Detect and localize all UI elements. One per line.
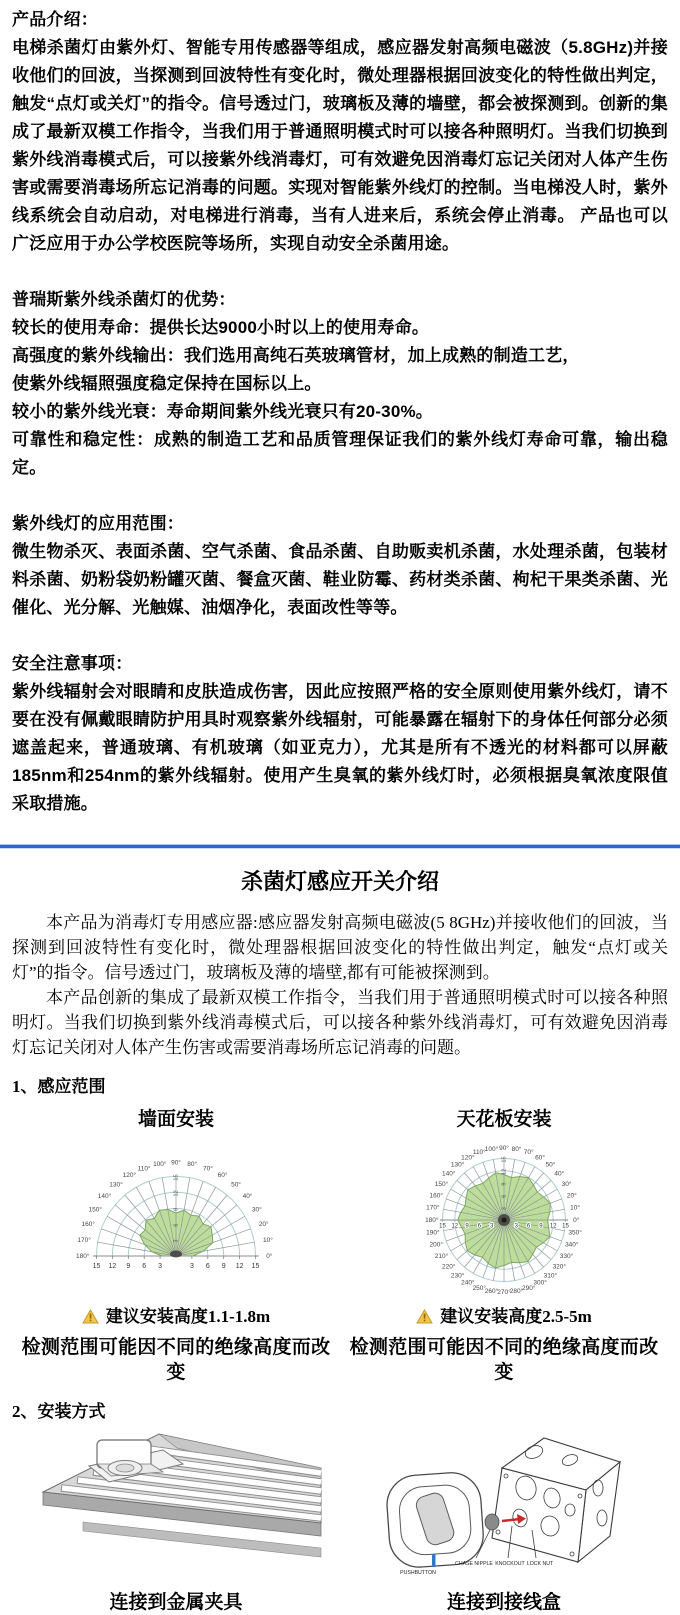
svg-text:220°: 220° — [441, 1263, 456, 1271]
svg-text:100°: 100° — [153, 1161, 167, 1169]
svg-text:3: 3 — [173, 1239, 180, 1243]
svg-text:3: 3 — [158, 1263, 163, 1270]
svg-text:130°: 130° — [450, 1161, 465, 1169]
svg-text:12: 12 — [173, 1190, 180, 1197]
svg-text:140°: 140° — [97, 1193, 112, 1200]
svg-text:15: 15 — [173, 1174, 180, 1181]
svg-text:6: 6 — [501, 1194, 508, 1198]
svg-text:340°: 340° — [565, 1241, 579, 1249]
ceiling-mount-title: 天花板安装 — [456, 1109, 552, 1130]
svg-text:120°: 120° — [461, 1154, 475, 1162]
svg-text:15: 15 — [501, 1156, 508, 1163]
sensor-paragraph: 本产品为消毒灯专用感应器:感应器发射高频电磁波(5 8GHz)并接收他们的回波，当探测到回波特性有变化时，微处理器根据回波变化的特性做出判定，触发“点灯或关灯”的指令。信号透过门，玻璃板及薄的墙壁,都有可能被探测到。 — [12, 913, 668, 982]
svg-text:10°: 10° — [262, 1236, 273, 1244]
safety-heading: 安全注意事项： — [12, 654, 133, 673]
svg-text:200°: 200° — [429, 1241, 443, 1249]
spacer — [12, 622, 668, 650]
svg-text:12: 12 — [549, 1223, 557, 1230]
svg-text:150°: 150° — [88, 1206, 102, 1214]
svg-text:190°: 190° — [426, 1229, 440, 1237]
svg-text:15: 15 — [562, 1223, 569, 1230]
svg-text:90°: 90° — [171, 1159, 181, 1167]
svg-text:9: 9 — [173, 1207, 180, 1211]
svg-text:9: 9 — [539, 1223, 543, 1230]
svg-text:280°: 280° — [509, 1288, 524, 1296]
svg-text:30°: 30° — [561, 1180, 572, 1188]
svg-text:270°: 270° — [497, 1289, 511, 1297]
svg-text:6: 6 — [142, 1263, 147, 1270]
wall-mount-chart-box — [12, 1134, 340, 1302]
svg-text:3: 3 — [501, 1207, 508, 1211]
svg-text:160°: 160° — [81, 1221, 96, 1229]
svg-text:3: 3 — [189, 1263, 194, 1270]
applications-body: 微生物杀灭、表面杀菌、空气杀菌、食品杀菌、自助贩卖机杀菌，水处理杀菌，包装材料杀菌、奶粉袋奶粉罐灭菌、餐盒灭菌、鞋业防霉、药材类杀菌、枸杞干果类杀菌、光催化、光分解、光触媒、油烟净化，表面改性等等。 — [12, 542, 668, 617]
svg-text:80°: 80° — [511, 1145, 522, 1153]
svg-text:15: 15 — [439, 1223, 446, 1230]
svg-text:100°: 100° — [484, 1145, 499, 1153]
svg-text:15: 15 — [92, 1263, 101, 1270]
junction-box-illustration — [374, 1426, 634, 1576]
safety-body: 紫外线辐射会对眼睛和皮肤造成伤害，因此应按照严格的安全原则使用紫外线灯，请不要在没有佩戴眼睛防护用具时观察紫外线辐射，可能暴露在辐射下的身体任何部分必须遮盖起来，普通玻璃、有机玻璃（如亚克力），尤其是所有不透光的材料都可以屏蔽185nm和254nm的紫外线辐射。使用产生臭氧的紫外线灯时，必须根据臭氧浓度限值采取措施。 — [12, 682, 668, 813]
svg-text:350°: 350° — [568, 1229, 582, 1237]
svg-text:170°: 170° — [426, 1204, 440, 1212]
svg-text:110°: 110° — [472, 1149, 486, 1157]
svg-text:330°: 330° — [559, 1253, 574, 1261]
light-fixture-illustration — [31, 1426, 321, 1561]
wall-note: 检测范围可能因不同的绝缘高度而改变 — [21, 1337, 331, 1383]
svg-text:70°: 70° — [523, 1149, 534, 1157]
svg-text:9: 9 — [221, 1263, 226, 1270]
sensor-section-title: 杀菌灯感应开关介绍 — [240, 869, 439, 894]
ceiling-mount-column — [340, 1101, 668, 1385]
junction-box-caption: 连接到接线盒 — [446, 1592, 561, 1613]
svg-text:120°: 120° — [122, 1172, 137, 1180]
sensing-range-diagrams — [12, 1101, 668, 1385]
svg-text:40°: 40° — [554, 1170, 565, 1178]
svg-text:250°: 250° — [472, 1284, 487, 1292]
ceiling-warning-row — [340, 1304, 668, 1329]
svg-text:140°: 140° — [441, 1170, 456, 1178]
svg-text:30°: 30° — [251, 1206, 262, 1214]
svg-text:50°: 50° — [545, 1161, 556, 1169]
svg-text:50°: 50° — [231, 1181, 241, 1189]
sensor-switch-section — [0, 869, 680, 1615]
wall-mount-column — [12, 1101, 340, 1385]
svg-text:6: 6 — [205, 1263, 210, 1270]
svg-text:320°: 320° — [552, 1263, 567, 1271]
fixture-illustration-box — [12, 1426, 340, 1576]
ceiling-note: 检测范围可能因不同的绝缘高度而改变 — [349, 1337, 659, 1383]
svg-text:210°: 210° — [434, 1253, 449, 1261]
warning-triangle-icon — [82, 1309, 99, 1324]
intro-heading: 产品介绍： — [12, 10, 98, 29]
svg-text:12: 12 — [501, 1168, 508, 1175]
metal-clamp-column — [12, 1426, 340, 1615]
svg-text:240°: 240° — [461, 1279, 475, 1287]
svg-text:310°: 310° — [543, 1272, 558, 1280]
svg-text:160°: 160° — [429, 1192, 443, 1200]
junction-illustration-box — [340, 1426, 668, 1576]
svg-text:290°: 290° — [521, 1284, 536, 1292]
svg-text:20°: 20° — [258, 1221, 269, 1229]
applications-heading: 紫外线灯的应用范围： — [12, 514, 184, 533]
svg-text:15: 15 — [251, 1263, 260, 1270]
wall-mount-title: 墙面安装 — [137, 1109, 214, 1130]
advantages-heading: 普瑞斯紫外线杀菌灯的优势： — [12, 290, 236, 309]
ceiling-warning-text: 建议安装高度2.5-5m — [440, 1307, 592, 1326]
install-heading: 2、安装方式 — [12, 1402, 106, 1421]
svg-text:20°: 20° — [566, 1192, 577, 1200]
svg-text:10°: 10° — [570, 1204, 581, 1212]
advantage-line: 使紫外线辐照强度稳定保持在国标以上。 — [12, 374, 322, 393]
ceiling-mount-chart-box — [340, 1134, 668, 1302]
svg-text:3: 3 — [490, 1223, 494, 1230]
svg-text:12: 12 — [108, 1263, 117, 1270]
chase-nipple-label: CHASE NIPPLE — [455, 1561, 493, 1567]
svg-text:9: 9 — [465, 1223, 469, 1230]
svg-text:3: 3 — [514, 1223, 518, 1230]
svg-text:180°: 180° — [75, 1253, 90, 1260]
ceiling-mount-polar-chart — [349, 1134, 659, 1302]
intro-body: 电梯杀菌灯由紫外灯、智能专用传感器等组成，感应器发射高频电磁波（5.8GHz)并接收他们的回波，当探测到回波特性有变化时，微处理器根据回波变化的特性做出判定，触发“点灯或关灯”的指令。信号透过门，玻璃板及薄的墙壁，都会被探测到。创新的集成了最新双模工作指令，当我们用于普通照明模式时可以接各种照明灯。当我们切换到紫外线消毒模式后，可以接紫外线消毒灯，可有效避免因消毒灯忘记关闭对人体产生伤害或需要消毒场所忘记消毒的问题。实现对智能紫外线灯的控制。当电梯没人时，紫外线系统会自动启动，对电梯进行消毒，当有人进来后，系统会停止消毒。 产品也可以广泛应用于办公学校医院等场所，实现自动安全杀菌用途。 — [12, 38, 668, 253]
svg-text:230°: 230° — [450, 1272, 465, 1280]
section-divider — [0, 844, 680, 849]
svg-text:12: 12 — [235, 1263, 244, 1270]
svg-text:9: 9 — [126, 1263, 131, 1270]
svg-text:12: 12 — [451, 1223, 459, 1230]
pushbutton-label: PUSHBUTTON — [400, 1570, 436, 1576]
svg-text:260°: 260° — [484, 1288, 499, 1296]
lock-nut-label: LOCK NUT — [526, 1561, 554, 1567]
svg-text:40°: 40° — [242, 1193, 253, 1200]
svg-text:110°: 110° — [137, 1165, 151, 1173]
svg-text:9: 9 — [501, 1182, 508, 1186]
svg-text:180°: 180° — [425, 1217, 439, 1224]
svg-text:60°: 60° — [217, 1172, 228, 1180]
wall-warning-text: 建议安装高度1.1-1.8m — [105, 1307, 271, 1326]
spacer — [12, 258, 668, 286]
svg-text:90°: 90° — [499, 1144, 509, 1152]
svg-text:130°: 130° — [109, 1181, 123, 1189]
svg-text:80°: 80° — [187, 1161, 198, 1169]
knockout-label: KNOCKOUT — [495, 1561, 525, 1567]
advantage-line: 较小的紫外线光衰：寿命期间紫外线光衰只有20-30%。 — [12, 402, 433, 421]
svg-text:6: 6 — [477, 1223, 482, 1230]
svg-text:6: 6 — [526, 1223, 531, 1230]
sensor-paragraph: 本产品创新的集成了最新双模工作指令，当我们用于普通照明模式时可以接各种照明灯。当我们切换到紫外线消毒模式后，可以接各种紫外线消毒灯，可有效避免因消毒灯忘记关闭对人体产生伤害或需要消毒场所忘记消毒的问题。 — [12, 988, 668, 1057]
junction-box-column — [340, 1426, 668, 1615]
advantage-line: 可靠性和稳定性：成熟的制造工艺和品质管理保证我们的紫外线灯寿命可靠，输出稳定。 — [12, 430, 668, 477]
svg-text:0°: 0° — [573, 1217, 580, 1224]
svg-text:0°: 0° — [266, 1253, 273, 1260]
range-heading: 1、感应范围 — [12, 1077, 106, 1096]
spacer — [12, 482, 668, 510]
metal-clamp-caption: 连接到金属夹具 — [109, 1592, 243, 1613]
svg-text:300°: 300° — [533, 1279, 547, 1287]
warning-triangle-icon — [416, 1309, 433, 1324]
wall-warning-row — [12, 1304, 340, 1329]
svg-text:170°: 170° — [77, 1236, 91, 1244]
svg-text:150°: 150° — [434, 1180, 449, 1188]
wall-mount-polar-chart — [21, 1134, 331, 1274]
svg-text:6: 6 — [173, 1223, 180, 1227]
svg-text:70°: 70° — [202, 1165, 213, 1173]
advantage-line: 高强度的紫外线输出：我们选用高纯石英玻璃管材，加上成熟的制造工艺， — [12, 346, 580, 365]
advantage-line: 较长的使用寿命：提供长达9000小时以上的使用寿命。 — [12, 318, 430, 337]
svg-text:60°: 60° — [535, 1154, 546, 1162]
installation-illustrations — [12, 1426, 668, 1615]
